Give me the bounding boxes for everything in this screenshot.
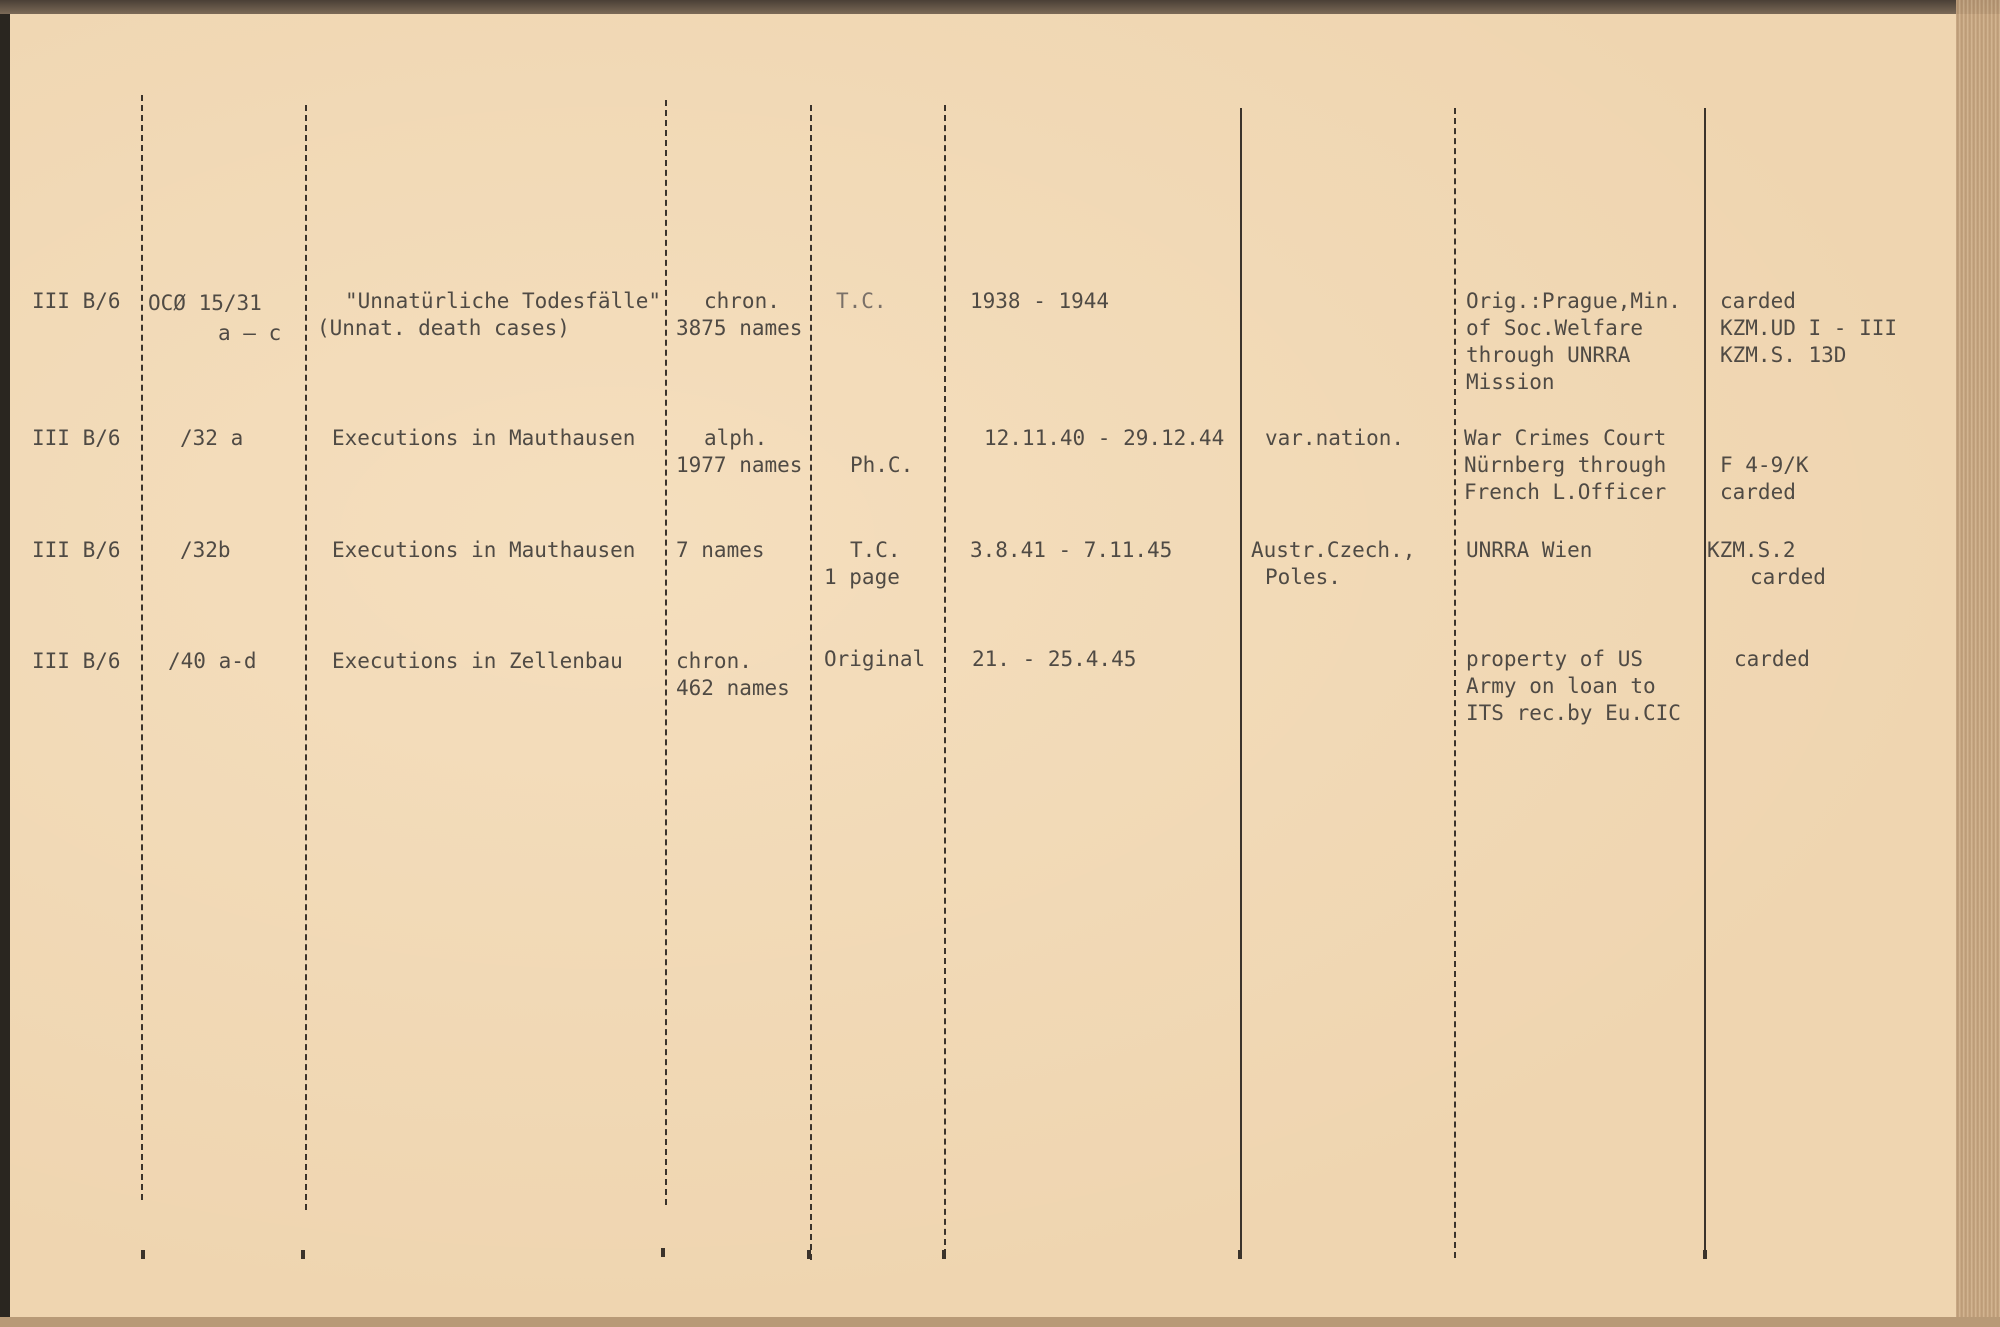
arrangement: chron. (676, 649, 752, 673)
rule-tick (1238, 1250, 1242, 1259)
remarks: carded (1720, 480, 1796, 504)
name-count: 462 names (676, 676, 790, 700)
reference-code: III B/6 (32, 649, 121, 673)
remarks: carded (1720, 289, 1796, 313)
reference-code: III B/6 (32, 289, 121, 313)
source: Nürnberg through (1464, 453, 1667, 477)
date-range: 21. - 25.4.45 (972, 647, 1137, 671)
source: Orig.:Prague,Min. (1466, 289, 1681, 313)
rule-tick (301, 1250, 305, 1259)
document-title-translation: (Unnat. death cases) (317, 316, 570, 340)
reference-code: III B/6 (32, 538, 121, 562)
document-number: /32 a (180, 426, 244, 450)
source: property of US (1466, 647, 1644, 671)
source: Army on loan to (1466, 674, 1656, 698)
remarks: KZM.UD I - III (1720, 316, 1898, 340)
stacked-card-edges (1956, 0, 2000, 1327)
document-title: Executions in Mauthausen (332, 538, 636, 562)
date-range: 12.11.40 - 29.12.44 (984, 426, 1225, 450)
date-range: 3.8.41 - 7.11.45 (970, 538, 1173, 562)
document-number-sub: a – c (218, 321, 282, 345)
column-rule (944, 105, 946, 1255)
copy-type: T.C. (850, 538, 901, 562)
remarks: KZM.S. 13D (1720, 343, 1847, 367)
source: ITS rec.by Eu.CIC (1466, 701, 1681, 725)
document-title: "Unnatürliche Todesfälle" (345, 289, 662, 313)
card-top-edge (0, 0, 2000, 14)
document-title: Executions in Mauthausen (332, 426, 636, 450)
rule-tick (1703, 1250, 1707, 1259)
remarks: carded (1734, 647, 1810, 671)
column-rule (665, 100, 667, 1205)
arrangement: alph. (704, 426, 768, 450)
column-rule (1704, 108, 1706, 1258)
column-rule (1240, 108, 1242, 1258)
remarks: KZM.S.2 (1707, 538, 1796, 562)
column-rule (141, 95, 143, 1200)
date-range: 1938 - 1944 (970, 289, 1110, 313)
name-count: 1977 names (676, 453, 803, 477)
remarks: carded (1750, 565, 1826, 589)
nationality: var.nation. (1265, 426, 1405, 450)
source: War Crimes Court (1464, 426, 1667, 450)
name-count: 3875 names (676, 316, 803, 340)
copy-type: Original (824, 647, 926, 671)
column-rule (810, 105, 812, 1260)
copy-type: Ph.C. (850, 453, 914, 477)
document-title: Executions in Zellenbau (332, 649, 623, 673)
source: of Soc.Welfare (1466, 316, 1644, 340)
name-count: 7 names (676, 538, 765, 562)
source: Mission (1466, 370, 1555, 394)
arrangement: chron. (704, 289, 780, 313)
document-number: OCØ 15/31 (148, 291, 262, 315)
rule-tick (807, 1250, 811, 1259)
remarks: F 4-9/K (1720, 453, 1809, 477)
rule-tick (141, 1250, 145, 1259)
document-number: /32b (180, 538, 231, 562)
page-count: 1 page (824, 565, 900, 589)
column-rule (305, 105, 307, 1210)
column-rule (1454, 108, 1456, 1258)
nationality: Austr.Czech., (1251, 538, 1416, 562)
document-number: /40 a-d (168, 649, 257, 673)
source: through UNRRA (1466, 343, 1631, 367)
rule-tick (661, 1248, 665, 1257)
rule-tick (942, 1250, 946, 1259)
card-bottom-edge (0, 1317, 2000, 1327)
nationality: Poles. (1265, 565, 1341, 589)
copy-type: T.C. (836, 289, 887, 313)
source: UNRRA Wien (1466, 538, 1593, 562)
source: French L.Officer (1464, 480, 1667, 504)
reference-code: III B/6 (32, 426, 121, 450)
